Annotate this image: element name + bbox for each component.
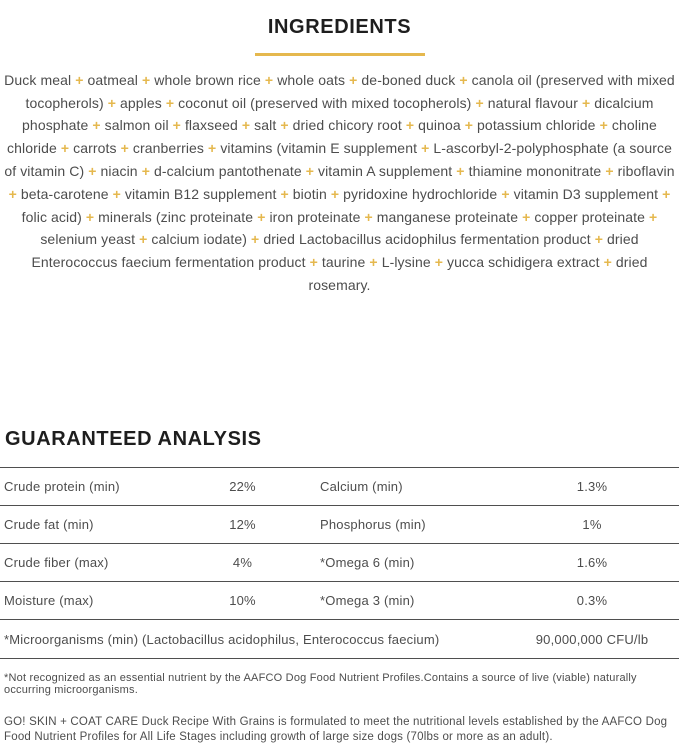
plus-separator: + xyxy=(165,94,175,111)
plus-separator: + xyxy=(92,117,101,134)
analysis-value: 1.6% xyxy=(576,555,608,571)
analysis-label: *Omega 3 (min) xyxy=(320,593,415,609)
analysis-value: 12% xyxy=(229,517,256,533)
plus-separator: + xyxy=(364,208,373,225)
plus-separator: + xyxy=(594,231,604,248)
analysis-row xyxy=(0,581,679,619)
plus-separator: + xyxy=(85,208,95,225)
plus-separator: + xyxy=(581,94,591,111)
analysis-label: Moisture (max) xyxy=(4,593,94,609)
gold-underline-divider xyxy=(255,53,425,56)
plus-separator: + xyxy=(599,117,608,134)
analysis-value: 22% xyxy=(229,479,256,495)
analysis-label: Crude fat (min) xyxy=(4,517,94,533)
analysis-label: Calcium (min) xyxy=(320,479,403,495)
analysis-title: GUARANTEED ANALYSIS xyxy=(5,427,262,450)
plus-separator: + xyxy=(60,140,70,157)
plus-separator: + xyxy=(112,185,121,202)
plus-separator: + xyxy=(349,71,358,88)
analysis-label: *Omega 6 (min) xyxy=(320,555,415,571)
guaranteed-analysis-section xyxy=(0,428,679,697)
plus-separator: + xyxy=(662,185,671,202)
analysis-row xyxy=(0,543,679,581)
plus-separator: + xyxy=(208,140,217,157)
plus-separator: + xyxy=(309,254,318,271)
plus-separator: + xyxy=(405,117,415,134)
ingredients-text: Duck meal + oatmeal + whole brown rice + whole oats + de-boned duck + canola oil (preserved with mixed tocopherols) + apples + coconut oil (preserved with mixed tocopherols) + natural flavour + dicalcium phosphate + salmon oil + flaxseed + salt + dried chicory root + quinoa + potassium chloride + choline chloride + carrots + cranberries + vitamins (vitamin E supplement + L-ascorbyl-2-polyphosphate (a source of vitamin C) + niacin + d-calcium pantothenate + vitamin A supplement + thiamine mononitrate + riboflavin + beta-carotene + vitamin B12 supplement + biotin + pyridoxine hydrochloride + vitamin D3 supplement + folic acid) + minerals (zinc proteinate + iron proteinate + manganese proteinate + copper proteinate + selenium yeast + calcium iodate) + dried Lactobacillus acidophilus fermentation product + dried Enterococcus faecium fermentation product + taurine + L-lysine + yucca schidigera extract + dried rosemary. xyxy=(4,71,675,293)
ingredients-title: INGREDIENTS xyxy=(267,16,412,39)
microorganisms-row xyxy=(0,619,679,658)
plus-separator: + xyxy=(459,71,468,88)
plus-separator: + xyxy=(141,71,151,88)
analysis-row xyxy=(0,467,679,505)
plus-separator: + xyxy=(172,117,181,134)
plus-separator: + xyxy=(649,208,658,225)
plus-separator: + xyxy=(434,254,444,271)
analysis-value: 1% xyxy=(582,517,602,533)
plus-separator: + xyxy=(241,117,251,134)
analysis-row xyxy=(0,505,679,543)
analysis-table-body xyxy=(0,467,679,619)
plus-separator: + xyxy=(107,94,117,111)
analysis-label: Phosphorus (min) xyxy=(320,517,426,533)
plus-separator: + xyxy=(305,162,314,179)
plus-separator: + xyxy=(464,117,474,134)
plus-separator: + xyxy=(257,208,266,225)
plus-separator: + xyxy=(139,231,148,248)
plus-separator: + xyxy=(88,162,97,179)
microorganisms-value: 90,000,000 CFU/lb xyxy=(535,631,649,647)
plus-separator: + xyxy=(605,162,614,179)
analysis-table xyxy=(0,467,679,659)
plus-separator: + xyxy=(8,185,17,202)
plus-separator: + xyxy=(141,162,150,179)
analysis-value: 10% xyxy=(229,593,256,609)
ingredients-section xyxy=(0,13,679,296)
analysis-label: Crude fiber (max) xyxy=(4,555,109,571)
analysis-value: 1.3% xyxy=(576,479,608,495)
plus-separator: + xyxy=(369,254,378,271)
plus-separator: + xyxy=(280,117,289,134)
plus-separator: + xyxy=(475,94,484,111)
plus-separator: + xyxy=(456,162,465,179)
plus-separator: + xyxy=(501,185,510,202)
page-root xyxy=(0,13,679,745)
plus-separator: + xyxy=(421,140,430,157)
plus-separator: + xyxy=(120,140,129,157)
microorganisms-label: *Microorganisms (min) (Lactobacillus acidophilus, Enterococcus faecium) xyxy=(4,631,440,647)
analysis-footnote: *Not recognized as an essential nutrient by the AAFCO Dog Food Nutrient Profiles.Contains a source of live (viable) naturally occurring microorganisms. xyxy=(4,672,637,697)
plus-separator: + xyxy=(251,231,260,248)
analysis-value: 4% xyxy=(232,555,253,571)
plus-separator: + xyxy=(330,185,340,202)
analysis-label: Crude protein (min) xyxy=(4,479,120,495)
formulation-note: GO! SKIN + COAT CARE Duck Recipe With Grains is formulated to meet the nutritional levels established by the AAFCO Dog Food Nutrient Profiles for All Life Stages including growth of large size dogs (70lbs or more as an adult). xyxy=(4,716,668,744)
plus-separator: + xyxy=(75,71,84,88)
plus-separator: + xyxy=(264,71,274,88)
plus-separator: + xyxy=(603,254,612,271)
analysis-value: 0.3% xyxy=(576,593,608,609)
plus-separator: + xyxy=(522,208,531,225)
plus-separator: + xyxy=(280,185,289,202)
